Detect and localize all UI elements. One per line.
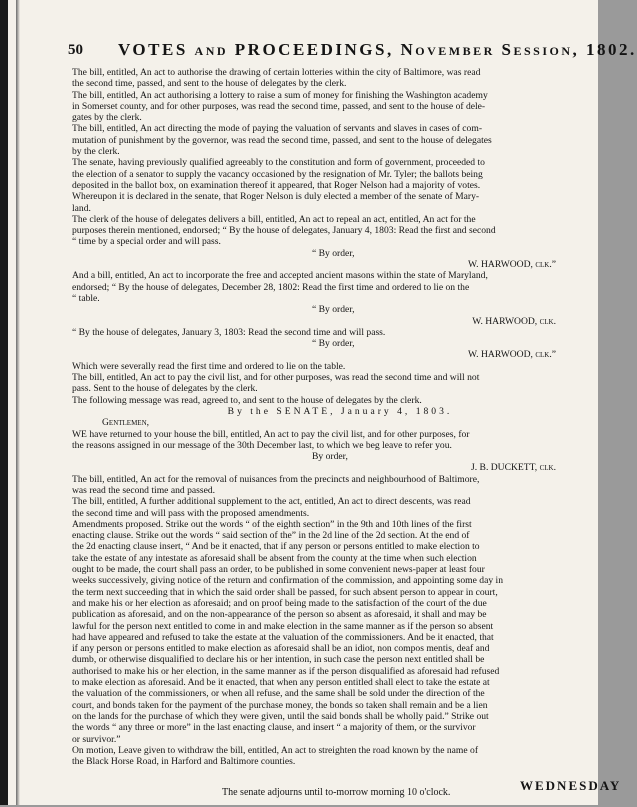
text-line: pass. Sent to the house of delegates by the clerk. [72, 383, 258, 395]
catchword: WEDNESDAY [520, 778, 622, 793]
text-line: take the estate of any intestate as aforesaid shall be absent from the county at the time when such election [72, 552, 477, 564]
text-line: The bill, entitled, An act directing the mode of paying the valuation of servants and slaves in cases of com- [72, 123, 483, 135]
text-line: or survivor.” [72, 733, 121, 745]
signature: W. HARWOOD, clk.” [468, 259, 556, 271]
text-line: court, and bonds taken for the payment of the purchase money, the bonds so taken shall remain and be a lien [72, 699, 488, 711]
text-line: And a bill, entitled, An act to incorporate the free and accepted ancient masons within the state of Maryland, [72, 270, 488, 282]
by-order: “ By order, [312, 304, 355, 316]
text-line: On motion, Leave given to withdraw the bill, entitled, An act to streighten the road known by the name of [72, 744, 479, 756]
text-line: the words “ any three or more” in the last enacting clause, and insert “ a majority of them, or the survivor [72, 722, 476, 734]
text-line: the Black Horse Road, in Harford and Baltimore counties. [72, 756, 296, 768]
text-line: had have appeared and refused to take the estate at the valuation of the commissioners. And be it enacted, that [72, 631, 494, 643]
text-line: the second time and will pass with the proposed amendments. [72, 507, 310, 519]
text-line: Amendments proposed. Strike out the words “ of the eighth section” in the 9th and 10th lines of the first [72, 518, 472, 530]
text-line: on the lands for the purchase of which they were given, until the said bonds shall be wholly paid.” Strike out [72, 710, 489, 722]
text-line: land. [72, 202, 91, 214]
text-line: The clerk of the house of delegates delivers a bill, entitled, An act to repeal an act, entitled, An act for the [72, 213, 476, 225]
by-order: By order, [312, 451, 348, 463]
text-line: was read the second time and passed. [72, 484, 216, 496]
signature: W. HARWOOD, clk.” [468, 349, 556, 361]
text-line: “ By the house of delegates, January 3, 1803: Read the second time and will pass. [72, 326, 386, 338]
text-line: endorsed; “ By the house of delegates, December 28, 1802: Read the first time and ordered to lie on the [72, 281, 470, 293]
text-line: in Somerset county, and for other purposes, was read the second time, passed, and sent to the house of dele- [72, 100, 486, 112]
signature: W. HARWOOD, clk. [472, 315, 556, 327]
text-line: purposes therein mentioned, endorsed; “ By the house of delegates, January 4, 1803: Read the first and second [72, 225, 496, 237]
text-line: enacting clause. Strike out the words “ said section of the” in the 2d line of the 2d section. At the end of [72, 530, 470, 542]
text-line: the second time, passed, and sent to the house of delegates by the clerk. [72, 78, 347, 90]
text-line: if any person or persons entitled to make election as aforesaid shall be an idiot, non compos mentis, deaf and [72, 643, 490, 655]
text-line: dumb, or otherwise disqualified to declare his or her intention, in such case the person next entitled shall be [72, 654, 485, 666]
by-order: “ By order, [312, 247, 355, 259]
text-line: to make election as aforesaid. And be it enacted, that when any person entitled shall elect to take the estate at [72, 677, 490, 689]
text-line: weeks successively, giving notice of the return and confirmation of the commission, and appointing some day in [72, 575, 503, 587]
scan-shadow [16, 0, 20, 805]
body-text [72, 67, 608, 767]
text-line: The bill, entitled, A further additional supplement to the act, entitled, An act to direct descents, was read [72, 496, 471, 508]
message-heading: By the SENATE, January 4, 1803. [227, 405, 453, 417]
text-line: lawful for the person next entitled to come in and make election in the same manner as if the person so absent [72, 620, 494, 632]
text-line: deposited in the ballot box, on examination thereof it appeared, that Roger Nelson had a majority of votes. [72, 179, 481, 191]
text-line: ought to be made, the court shall pass an order, to be published in some convenient news-paper at least four [72, 564, 485, 576]
text-line: the reasons assigned in our message of the 30th December last, to which we beg leave to refer you. [72, 439, 452, 451]
text-line: The following message was read, agreed to, and sent to the house of delegates by the clerk. [72, 394, 422, 406]
text-line: The bill, entitled, An act for the removal of nuisances from the precincts and neighbourhood of Baltimore, [72, 473, 480, 485]
salutation: Gentlemen, [102, 417, 150, 429]
text-line: and make his or her election as aforesaid; and on proof being made to the satisfaction of the court of the due [72, 597, 487, 609]
text-line: authorised to make his or her election, in the same manner as if the person disqualified as aforesaid had refused [72, 665, 500, 677]
page-number: 50 [68, 42, 83, 58]
text-line: by the clerk. [72, 146, 120, 158]
text-line: The bill, entitled, An act to pay the civil list, and for other purposes, was read the second time and will not [72, 372, 480, 384]
text-line: the term next succeeding that in which the said order shall be passed, for such absent person to appear in court, [72, 586, 498, 598]
page-header [68, 40, 637, 64]
text-line: mutation of punishment by the governor, was read the second time, passed, and sent to the house of delegates [72, 134, 492, 146]
text-line: The bill, entitled, An act to authorise the drawing of certain lotteries within the city of Baltimore, was read [72, 67, 481, 78]
text-line: “ time by a special order and will pass. [72, 236, 221, 248]
text-line: the valuation of the commissioners, or when all refuse, and the same shall be sold under the direction of the [72, 688, 485, 700]
text-line: The bill, entitled, An act authorising a lottery to raise a sum of money for finishing the Washington academy [72, 89, 488, 101]
text-line: the 2d enacting clause insert, “ And be it enacted, that if any person or persons entitled to make election to [72, 541, 480, 553]
text-line: Whereupon it is declared in the senate, that Roger Nelson is duly elected a member of the senate of Mary- [72, 191, 480, 203]
text-line: publication as aforesaid, and on the non-appearance of the person so absent as aforesaid, it shall and may be [72, 609, 487, 621]
text-line: Which were severally read the first time and ordered to lie on the table. [72, 360, 346, 372]
adjournment-line: The senate adjourns until to-morrow morning 10 o'clock. [222, 787, 451, 798]
text-line: WE have returned to your house the bill, entitled, An act to pay the civil list, and for other purposes, for [72, 428, 470, 440]
running-title: VOTES and PROCEEDINGS, November Session, 1802. [118, 40, 637, 59]
signature: J. B. DUCKETT, clk. [471, 462, 556, 474]
text-line: “ table. [72, 292, 100, 304]
text-line: gates by the clerk. [72, 112, 142, 124]
text-line: the election of a senator to supply the vacancy occasioned by the resignation of Mr. Tyler; the ballots being [72, 168, 483, 180]
by-order: “ By order, [312, 338, 355, 350]
text-line: The senate, having previously qualified agreeably to the constitution and form of government, proceeded to [72, 157, 485, 169]
